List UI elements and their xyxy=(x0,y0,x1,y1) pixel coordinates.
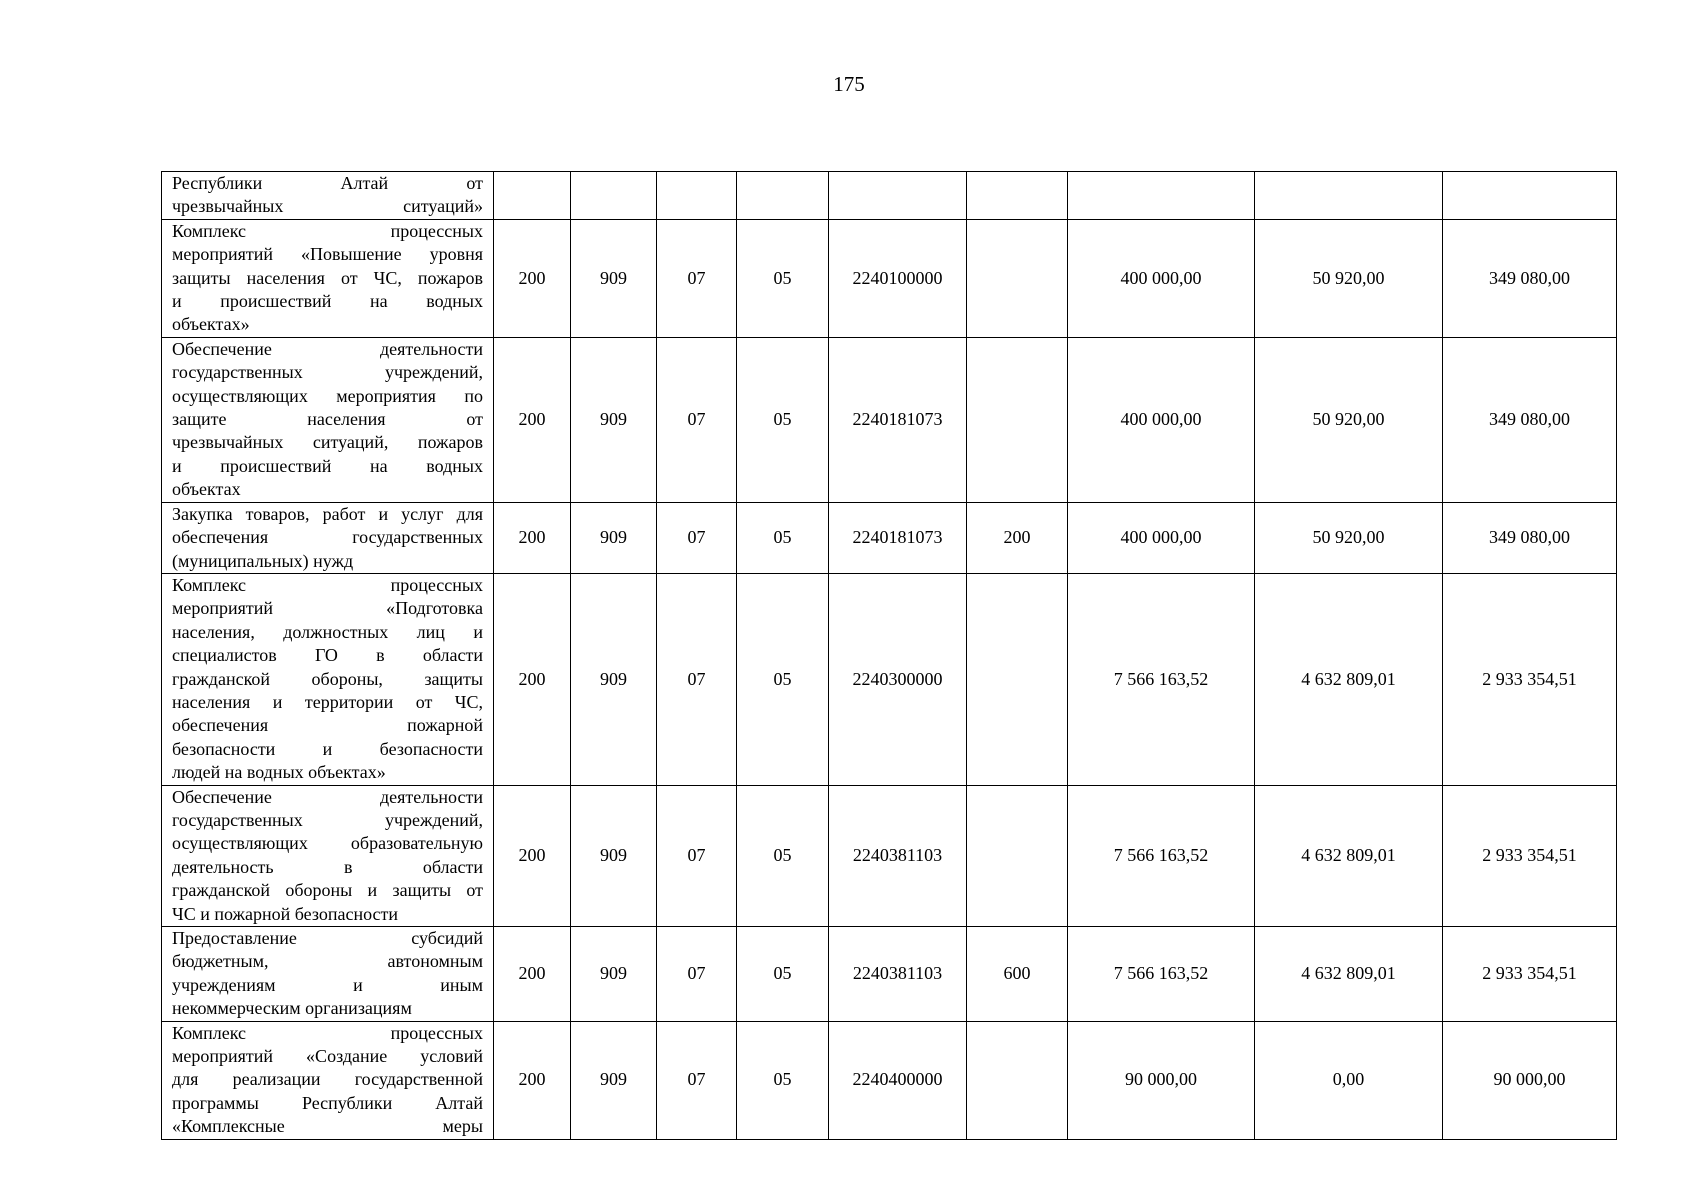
cell-executed-amount: 0,00 xyxy=(1255,1021,1443,1139)
description-line: гражданской обороны и защиты от xyxy=(172,880,483,901)
page-number: 175 xyxy=(833,72,865,96)
description-line: мероприятий «Повышение уровня xyxy=(172,244,483,265)
cell-plan-amount: 400 000,00 xyxy=(1068,502,1255,573)
cell-ministry-code: 909 xyxy=(571,502,657,573)
cell-subsection: 05 xyxy=(737,502,829,573)
budget-table xyxy=(161,171,1617,1140)
table-row xyxy=(162,337,1617,502)
cell-executed-amount: 50 920,00 xyxy=(1255,337,1443,502)
cell-ministry-code: 909 xyxy=(571,927,657,1022)
cell-description xyxy=(162,785,494,926)
cell-section: 07 xyxy=(657,927,737,1022)
cell-target-article: 2240400000 xyxy=(829,1021,967,1139)
cell-description xyxy=(162,219,494,337)
cell-description xyxy=(162,1021,494,1139)
cell-target-article: 2240181073 xyxy=(829,337,967,502)
cell-subsection: 05 xyxy=(737,785,829,926)
description-line: и происшествий на водных xyxy=(172,291,483,312)
description-line: мероприятий «Создание условий xyxy=(172,1046,483,1067)
description-line: объектах» xyxy=(172,314,250,335)
description-line: осуществляющих образовательную xyxy=(172,833,483,854)
table-row xyxy=(162,172,1617,220)
description-line: гражданской обороны, защиты xyxy=(172,668,483,689)
cell-subsection: 05 xyxy=(737,1021,829,1139)
cell-plan-amount: 400 000,00 xyxy=(1068,337,1255,502)
cell-subsection: 05 xyxy=(737,927,829,1022)
cell-remaining-amount: 349 080,00 xyxy=(1443,219,1617,337)
description-line: и происшествий на водных xyxy=(172,455,483,476)
cell-remaining-amount: 349 080,00 xyxy=(1443,502,1617,573)
description-line: осуществляющих мероприятия по xyxy=(172,385,483,406)
cell-section: 07 xyxy=(657,785,737,926)
cell-section: 07 xyxy=(657,219,737,337)
description-line: специалистов ГО в области xyxy=(172,645,483,666)
cell-admin-code: 200 xyxy=(494,785,571,926)
cell-expense-type xyxy=(967,1021,1068,1139)
cell-executed-amount: 4 632 809,01 xyxy=(1255,573,1443,785)
cell-subsection: 05 xyxy=(737,337,829,502)
description-line: Республики Алтай от xyxy=(172,173,483,193)
table-row xyxy=(162,1021,1617,1139)
description-line: государственных учреждений, xyxy=(172,362,483,383)
table-row xyxy=(162,502,1617,573)
cell-expense-type xyxy=(967,785,1068,926)
cell-target-article: 2240381103 xyxy=(829,927,967,1022)
cell-target-article: 2240100000 xyxy=(829,219,967,337)
table-row xyxy=(162,219,1617,337)
cell-remaining-amount: 2 933 354,51 xyxy=(1443,785,1617,926)
cell-executed-amount xyxy=(1255,172,1443,220)
description-line: ЧС и пожарной безопасности xyxy=(172,903,399,924)
cell-expense-type: 600 xyxy=(967,927,1068,1022)
description-line: защите населения от xyxy=(172,409,483,430)
description-line: Комплекс процессных xyxy=(172,1022,483,1043)
cell-ministry-code: 909 xyxy=(571,219,657,337)
cell-target-article: 2240381103 xyxy=(829,785,967,926)
cell-remaining-amount: 2 933 354,51 xyxy=(1443,927,1617,1022)
description-line: защиты населения от ЧС, пожаров xyxy=(172,267,483,288)
cell-plan-amount xyxy=(1068,172,1255,220)
description-line: Комплекс процессных xyxy=(172,574,483,595)
cell-description xyxy=(162,573,494,785)
description-line: объектах xyxy=(172,479,241,500)
cell-plan-amount: 7 566 163,52 xyxy=(1068,785,1255,926)
cell-admin-code: 200 xyxy=(494,927,571,1022)
description-line: Закупка товаров, работ и услуг для xyxy=(172,503,483,524)
cell-expense-type xyxy=(967,219,1068,337)
cell-plan-amount: 400 000,00 xyxy=(1068,219,1255,337)
cell-target-article xyxy=(829,172,967,220)
description-line: населения, должностных лиц и xyxy=(172,621,483,642)
cell-subsection: 05 xyxy=(737,219,829,337)
cell-executed-amount: 4 632 809,01 xyxy=(1255,785,1443,926)
cell-executed-amount: 50 920,00 xyxy=(1255,219,1443,337)
cell-executed-amount: 50 920,00 xyxy=(1255,502,1443,573)
cell-section xyxy=(657,172,737,220)
cell-admin-code: 200 xyxy=(494,502,571,573)
description-line: обеспечения государственных xyxy=(172,527,483,548)
cell-admin-code: 200 xyxy=(494,337,571,502)
cell-ministry-code xyxy=(571,172,657,220)
cell-executed-amount: 4 632 809,01 xyxy=(1255,927,1443,1022)
cell-plan-amount: 90 000,00 xyxy=(1068,1021,1255,1139)
description-line: деятельность в области xyxy=(172,856,483,877)
description-line: безопасности и безопасности xyxy=(172,738,483,759)
description-line: мероприятий «Подготовка xyxy=(172,598,483,619)
cell-description xyxy=(162,337,494,502)
description-line: Предоставление субсидий xyxy=(172,928,483,948)
cell-target-article: 2240300000 xyxy=(829,573,967,785)
description-line: чрезвычайных ситуаций, пожаров xyxy=(172,432,483,453)
cell-admin-code: 200 xyxy=(494,219,571,337)
cell-remaining-amount: 349 080,00 xyxy=(1443,337,1617,502)
cell-section: 07 xyxy=(657,1021,737,1139)
description-line: некоммерческим организациям xyxy=(172,998,412,1019)
cell-expense-type: 200 xyxy=(967,502,1068,573)
cell-target-article: 2240181073 xyxy=(829,502,967,573)
description-line: Обеспечение деятельности xyxy=(172,786,483,807)
cell-description xyxy=(162,927,494,1022)
description-line: чрезвычайных ситуаций» xyxy=(172,196,483,217)
table-row xyxy=(162,573,1617,785)
cell-expense-type xyxy=(967,172,1068,220)
cell-subsection: 05 xyxy=(737,573,829,785)
cell-plan-amount: 7 566 163,52 xyxy=(1068,573,1255,785)
description-line: обеспечения пожарной xyxy=(172,715,483,736)
cell-ministry-code: 909 xyxy=(571,573,657,785)
cell-admin-code: 200 xyxy=(494,1021,571,1139)
description-line: учреждениям и иным xyxy=(172,974,483,995)
description-line: Комплекс процессных xyxy=(172,220,483,241)
cell-ministry-code: 909 xyxy=(571,337,657,502)
description-line: государственных учреждений, xyxy=(172,809,483,830)
description-line: Обеспечение деятельности xyxy=(172,338,483,359)
cell-section: 07 xyxy=(657,573,737,785)
cell-description xyxy=(162,502,494,573)
description-line: «Комплексные меры xyxy=(172,1116,483,1137)
description-line: населения и территории от ЧС, xyxy=(172,691,483,712)
description-line: (муниципальных) нужд xyxy=(172,550,354,571)
description-line: для реализации государственной xyxy=(172,1069,483,1090)
cell-remaining-amount: 2 933 354,51 xyxy=(1443,573,1617,785)
cell-ministry-code: 909 xyxy=(571,785,657,926)
cell-admin-code: 200 xyxy=(494,573,571,785)
cell-plan-amount: 7 566 163,52 xyxy=(1068,927,1255,1022)
cell-expense-type xyxy=(967,337,1068,502)
table-row xyxy=(162,927,1617,1022)
cell-description xyxy=(162,172,494,220)
cell-expense-type xyxy=(967,573,1068,785)
description-line: программы Республики Алтай xyxy=(172,1092,483,1113)
description-line: бюджетным, автономным xyxy=(172,951,483,972)
cell-section: 07 xyxy=(657,337,737,502)
cell-admin-code xyxy=(494,172,571,220)
description-line: людей на водных объектах» xyxy=(172,762,386,783)
table-row xyxy=(162,785,1617,926)
cell-ministry-code: 909 xyxy=(571,1021,657,1139)
cell-section: 07 xyxy=(657,502,737,573)
cell-remaining-amount xyxy=(1443,172,1617,220)
cell-subsection xyxy=(737,172,829,220)
cell-remaining-amount: 90 000,00 xyxy=(1443,1021,1617,1139)
